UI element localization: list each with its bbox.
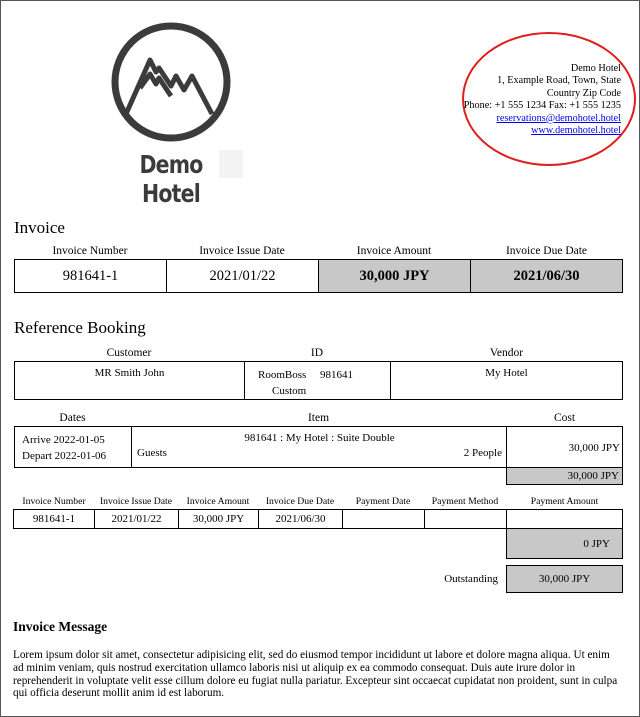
invoice-section-title: Invoice (14, 218, 65, 237)
payment-method-cell (425, 510, 507, 528)
pay-invoice-amount: 30,000 JPY (179, 510, 259, 528)
arrive-date: Arrive 2022-01-05 (22, 434, 105, 446)
invoice-summary-table (14, 259, 623, 293)
reference-section-title: Reference Booking (14, 318, 146, 337)
hotel-email-link[interactable]: reservations@demohotel.hotel (496, 112, 621, 124)
logo-brand-text: Demo Hotel (139, 150, 203, 208)
payments-total: 0 JPY (506, 528, 623, 559)
items-table (14, 426, 623, 468)
invoice-amount-header: Invoice Amount (356, 245, 432, 257)
payments-table (13, 509, 623, 529)
invoice-issue-date-header: Invoice Issue Date (199, 245, 285, 257)
vendor-name: My Hotel (485, 367, 528, 379)
logo-edge (219, 150, 243, 178)
pay-amount-header: Invoice Amount (186, 496, 250, 507)
id-header: ID (310, 347, 324, 359)
pay-issue-date: 2021/01/22 (95, 510, 179, 528)
customer-name: MR Smith John (15, 362, 245, 399)
dates-header: Dates (59, 412, 86, 424)
booking-id-cell (245, 362, 391, 399)
payment-date-cell (343, 510, 425, 528)
hotel-address: 1, Example Road, Town, State (497, 75, 621, 87)
pay-due-date: 2021/06/30 (259, 510, 343, 528)
payment-date-header: Payment Date (355, 496, 411, 507)
pay-invoice-number-header: Invoice Number (22, 496, 86, 507)
booking-id-sub: Custom (272, 385, 307, 397)
customer-header: Customer (106, 347, 152, 359)
invoice-due-date: 2021/06/30 (471, 260, 622, 292)
outstanding-value: 30,000 JPY (506, 565, 623, 593)
item-cost: 30,000 JPY (568, 442, 620, 454)
vendor-header: Vendor (489, 347, 524, 359)
cost-header: Cost (553, 412, 576, 424)
items-subtotal: 30,000 JPY (506, 467, 623, 485)
guests-label: Guests (137, 447, 167, 459)
hotel-name: Demo Hotel (570, 63, 621, 74)
invoice-number: 981641-1 (15, 260, 167, 292)
item-header: Item (307, 412, 330, 424)
pay-due-date-header: Invoice Due Date (265, 496, 335, 507)
pay-issue-date-header: Invoice Issue Date (99, 496, 173, 507)
booking-id-value: 981641 (320, 369, 354, 381)
hotel-info (464, 63, 621, 137)
invoice-due-date-header: Invoice Due Date (505, 245, 588, 257)
hotel-zip: Country Zip Code (546, 87, 621, 99)
reference-table (14, 361, 623, 400)
hotel-phone: Phone: +1 555 1234 Fax: +1 555 1235 (463, 100, 621, 112)
dates-cell (15, 427, 132, 467)
pay-invoice-number: 981641-1 (14, 510, 95, 528)
invoice-message-title: Invoice Message (13, 619, 108, 634)
guests-value: 2 People (463, 447, 502, 459)
invoice-issue-date: 2021/01/22 (167, 260, 319, 292)
hotel-website-link[interactable]: www.demohotel.hotel (531, 125, 621, 137)
invoice-number-header: Invoice Number (52, 245, 128, 257)
outstanding-label: Outstanding (444, 573, 498, 585)
invoice-message-body: Lorem ipsum dolor sit amet, consectetur adipisicing elit, sed do eiusmod tempor incididunt ut labore et dolore magna aliqua. Ut enim ad minim veniam, quis nostrud exercitation ullamco laboris nisi ut aliquip ex ea commodo consequat. Duis aute irure dolor in reprehenderit in voluptate velit esse cillum dolore eu fugiat nulla pariatur. Excepteur sint occaecat cupidatat non proident, sunt in culpa qui officia deserunt mollit anim id est laborum. (13, 649, 618, 700)
invoice-amount: 30,000 JPY (319, 260, 471, 292)
item-title: 981641 : My Hotel : Suite Double (244, 432, 395, 444)
payment-amount-header: Payment Amount (530, 496, 599, 507)
depart-date: Depart 2022-01-06 (22, 450, 107, 462)
payment-method-header: Payment Method (431, 496, 499, 507)
item-cell (132, 427, 507, 467)
booking-id-label: RoomBoss (258, 369, 307, 381)
